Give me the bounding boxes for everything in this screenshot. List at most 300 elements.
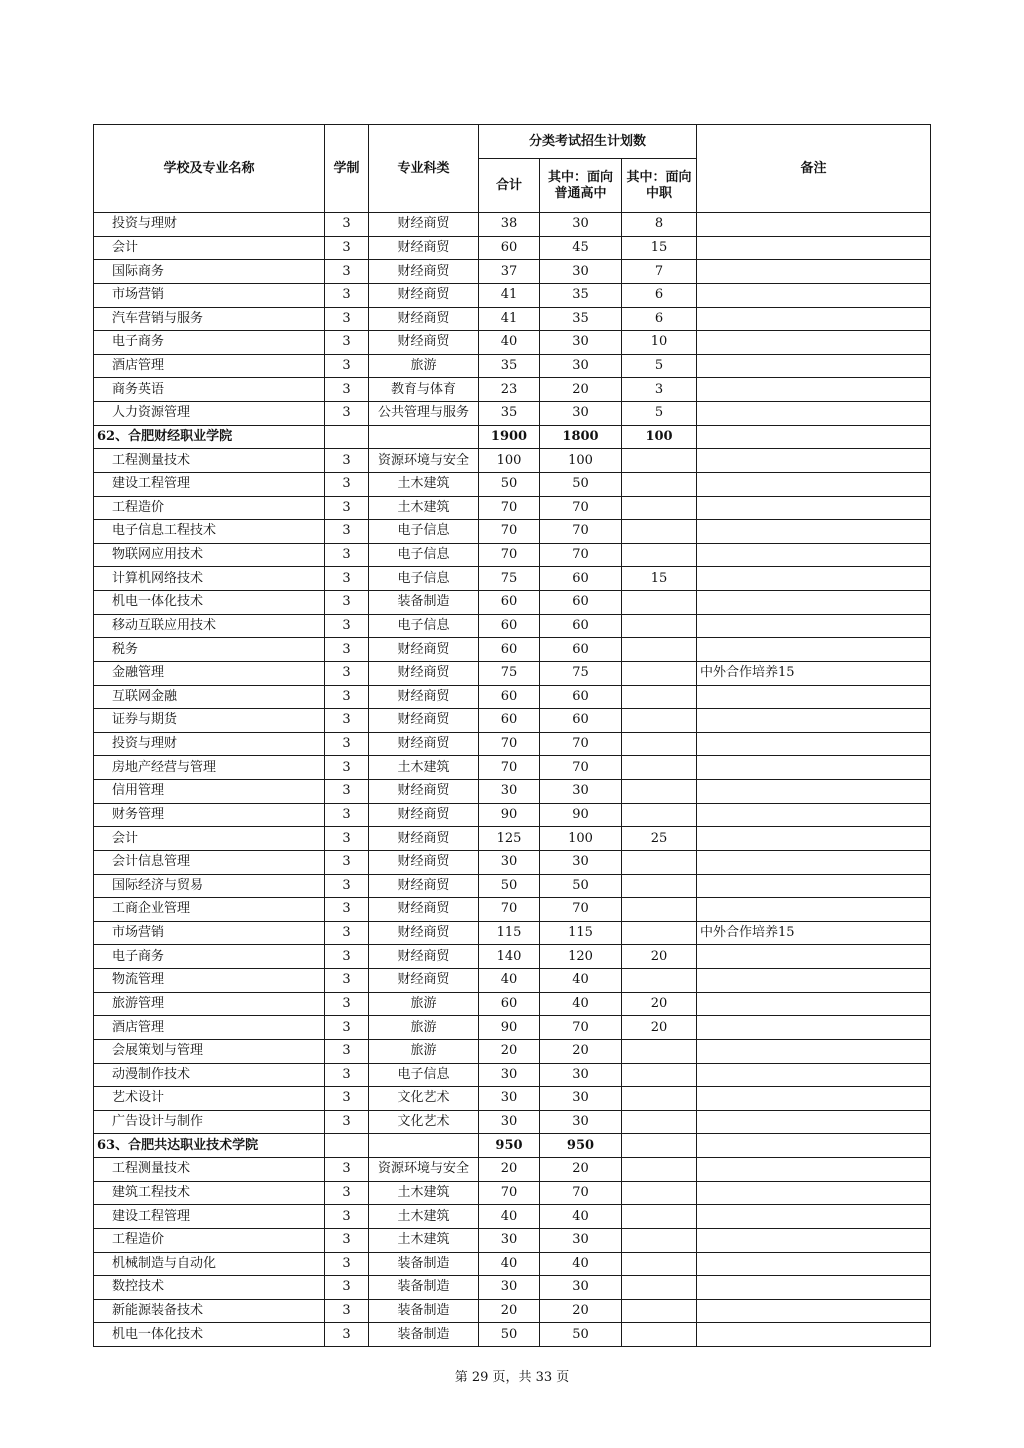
major-name-cell: 动漫制作技术 xyxy=(94,1063,325,1087)
major-name-cell: 广告设计与制作 xyxy=(94,1110,325,1134)
major-name-cell: 建筑工程技术 xyxy=(94,1181,325,1205)
table-row xyxy=(94,236,931,260)
vocational-cell xyxy=(622,1252,697,1276)
remark-cell xyxy=(697,213,931,237)
general-high-cell: 60 xyxy=(540,591,622,615)
table-row xyxy=(94,732,931,756)
major-name-cell: 会计 xyxy=(94,827,325,851)
duration-cell: 3 xyxy=(325,567,369,591)
general-high-cell: 75 xyxy=(540,661,622,685)
category-cell: 财经商贸 xyxy=(369,661,479,685)
category-cell: 电子信息 xyxy=(369,520,479,544)
remark-cell xyxy=(697,236,931,260)
duration-cell: 3 xyxy=(325,756,369,780)
total-cell: 38 xyxy=(479,213,540,237)
duration-cell: 3 xyxy=(325,1087,369,1111)
vocational-cell xyxy=(622,803,697,827)
duration-cell: 3 xyxy=(325,1252,369,1276)
category-cell: 财经商贸 xyxy=(369,283,479,307)
general-high-cell: 30 xyxy=(540,213,622,237)
total-cell: 30 xyxy=(479,1110,540,1134)
category-cell: 财经商贸 xyxy=(369,921,479,945)
duration-cell: 3 xyxy=(325,1039,369,1063)
total-cell: 35 xyxy=(479,354,540,378)
header-vocational: 其中：面向中职 xyxy=(622,159,697,213)
remark-cell xyxy=(697,449,931,473)
remark-cell xyxy=(697,1181,931,1205)
header-name: 学校及专业名称 xyxy=(94,125,325,213)
major-name-cell: 汽车营销与服务 xyxy=(94,307,325,331)
remark-cell xyxy=(697,1252,931,1276)
total-cell: 40 xyxy=(479,969,540,993)
header-total: 合计 xyxy=(479,159,540,213)
duration-cell: 3 xyxy=(325,661,369,685)
vocational-cell xyxy=(622,1039,697,1063)
general-high-cell: 30 xyxy=(540,1087,622,1111)
total-cell: 90 xyxy=(479,1016,540,1040)
major-name-cell: 酒店管理 xyxy=(94,354,325,378)
total-cell: 70 xyxy=(479,543,540,567)
total-cell: 50 xyxy=(479,874,540,898)
major-name-cell: 人力资源管理 xyxy=(94,402,325,426)
vocational-cell xyxy=(622,1063,697,1087)
total-cell: 20 xyxy=(479,1299,540,1323)
vocational-cell xyxy=(622,1158,697,1182)
duration-cell: 3 xyxy=(325,354,369,378)
vocational-cell xyxy=(622,709,697,733)
school-row xyxy=(94,1134,931,1158)
major-name-cell: 国际商务 xyxy=(94,260,325,284)
table-row xyxy=(94,803,931,827)
major-name-cell: 信用管理 xyxy=(94,780,325,804)
category-cell: 旅游 xyxy=(369,354,479,378)
table-row xyxy=(94,1110,931,1134)
vocational-cell: 20 xyxy=(622,945,697,969)
category-cell: 财经商贸 xyxy=(369,213,479,237)
vocational-cell: 3 xyxy=(622,378,697,402)
category-cell: 装备制造 xyxy=(369,1276,479,1300)
general-high-cell: 30 xyxy=(540,354,622,378)
duration-cell: 3 xyxy=(325,1063,369,1087)
table-row xyxy=(94,496,931,520)
table-row xyxy=(94,520,931,544)
category-cell: 装备制造 xyxy=(369,591,479,615)
general-high-cell: 30 xyxy=(540,260,622,284)
general-high-cell: 60 xyxy=(540,567,622,591)
table-row xyxy=(94,661,931,685)
remark-cell xyxy=(697,1016,931,1040)
total-cell: 60 xyxy=(479,992,540,1016)
general-high-cell: 40 xyxy=(540,1205,622,1229)
major-name-cell: 物联网应用技术 xyxy=(94,543,325,567)
vocational-cell xyxy=(622,1323,697,1347)
general-high-cell: 60 xyxy=(540,614,622,638)
category-cell: 财经商贸 xyxy=(369,236,479,260)
vocational-cell: 7 xyxy=(622,260,697,284)
table-row xyxy=(94,283,931,307)
table-row xyxy=(94,1063,931,1087)
major-name-cell: 会计信息管理 xyxy=(94,850,325,874)
remark-cell xyxy=(697,709,931,733)
vocational-cell xyxy=(622,449,697,473)
general-high-cell: 70 xyxy=(540,520,622,544)
duration-cell: 3 xyxy=(325,1110,369,1134)
total-cell: 75 xyxy=(479,661,540,685)
duration-cell: 3 xyxy=(325,1228,369,1252)
school-row xyxy=(94,425,931,449)
vocational-cell xyxy=(622,1228,697,1252)
general-high-cell: 40 xyxy=(540,969,622,993)
enrollment-plan-table xyxy=(93,124,931,1347)
general-high-cell: 20 xyxy=(540,1039,622,1063)
total-cell: 90 xyxy=(479,803,540,827)
major-name-cell: 证券与期货 xyxy=(94,709,325,733)
general-high-cell: 30 xyxy=(540,850,622,874)
duration-cell: 3 xyxy=(325,260,369,284)
general-high-cell: 70 xyxy=(540,1181,622,1205)
general-high-cell: 115 xyxy=(540,921,622,945)
table-row xyxy=(94,472,931,496)
table-body xyxy=(94,213,931,1347)
duration-cell: 3 xyxy=(325,685,369,709)
remark-cell xyxy=(697,354,931,378)
total-cell: 1900 xyxy=(479,425,540,449)
vocational-cell xyxy=(622,496,697,520)
major-name-cell: 艺术设计 xyxy=(94,1087,325,1111)
duration-cell: 3 xyxy=(325,1299,369,1323)
total-cell: 40 xyxy=(479,1252,540,1276)
total-cell: 70 xyxy=(479,496,540,520)
category-cell: 财经商贸 xyxy=(369,685,479,709)
table-row xyxy=(94,543,931,567)
category-cell: 土木建筑 xyxy=(369,756,479,780)
general-high-cell: 50 xyxy=(540,874,622,898)
table-row xyxy=(94,213,931,237)
category-cell: 土木建筑 xyxy=(369,496,479,520)
total-cell: 70 xyxy=(479,898,540,922)
category-cell: 财经商贸 xyxy=(369,827,479,851)
major-name-cell: 数控技术 xyxy=(94,1276,325,1300)
vocational-cell xyxy=(622,1134,697,1158)
category-cell: 土木建筑 xyxy=(369,1205,479,1229)
table-row xyxy=(94,1252,931,1276)
total-cell: 140 xyxy=(479,945,540,969)
remark-cell xyxy=(697,425,931,449)
duration-cell: 3 xyxy=(325,898,369,922)
table-row xyxy=(94,850,931,874)
major-name-cell: 机电一体化技术 xyxy=(94,1323,325,1347)
general-high-cell: 30 xyxy=(540,1228,622,1252)
total-cell: 60 xyxy=(479,638,540,662)
vocational-cell xyxy=(622,543,697,567)
general-high-cell: 30 xyxy=(540,1063,622,1087)
total-cell: 40 xyxy=(479,1205,540,1229)
remark-cell xyxy=(697,331,931,355)
duration-cell: 3 xyxy=(325,1323,369,1347)
duration-cell: 3 xyxy=(325,472,369,496)
category-cell: 文化艺术 xyxy=(369,1087,479,1111)
duration-cell: 3 xyxy=(325,496,369,520)
major-name-cell: 新能源装备技术 xyxy=(94,1299,325,1323)
category-cell: 装备制造 xyxy=(369,1323,479,1347)
table-row xyxy=(94,921,931,945)
duration-cell: 3 xyxy=(325,732,369,756)
category-cell: 财经商贸 xyxy=(369,732,479,756)
page-number: 第 29 页，共 33 页 xyxy=(454,1370,570,1385)
category-cell: 装备制造 xyxy=(369,1299,479,1323)
remark-cell xyxy=(697,1158,931,1182)
table-row xyxy=(94,685,931,709)
vocational-cell xyxy=(622,921,697,945)
duration-cell: 3 xyxy=(325,520,369,544)
duration-cell: 3 xyxy=(325,1016,369,1040)
category-cell: 财经商贸 xyxy=(369,898,479,922)
general-high-cell: 30 xyxy=(540,780,622,804)
remark-cell xyxy=(697,874,931,898)
category-cell: 土木建筑 xyxy=(369,1228,479,1252)
category-cell: 电子信息 xyxy=(369,543,479,567)
general-high-cell: 100 xyxy=(540,827,622,851)
table-row xyxy=(94,1039,931,1063)
header-plan-group: 分类考试招生计划数 xyxy=(479,125,697,159)
duration-cell: 3 xyxy=(325,709,369,733)
general-high-cell: 30 xyxy=(540,1110,622,1134)
header-general-high: 其中：面向普通高中 xyxy=(540,159,622,213)
duration-cell: 3 xyxy=(325,402,369,426)
general-high-cell: 30 xyxy=(540,331,622,355)
total-cell: 70 xyxy=(479,732,540,756)
major-name-cell: 税务 xyxy=(94,638,325,662)
table-row xyxy=(94,260,931,284)
major-name-cell: 财务管理 xyxy=(94,803,325,827)
vocational-cell: 15 xyxy=(622,567,697,591)
major-name-cell: 酒店管理 xyxy=(94,1016,325,1040)
vocational-cell xyxy=(622,1110,697,1134)
remark-cell xyxy=(697,638,931,662)
general-high-cell: 70 xyxy=(540,1016,622,1040)
major-name-cell: 机电一体化技术 xyxy=(94,591,325,615)
category-cell: 财经商贸 xyxy=(369,307,479,331)
duration-cell: 3 xyxy=(325,1205,369,1229)
table-row xyxy=(94,709,931,733)
general-high-cell: 70 xyxy=(540,496,622,520)
remark-cell xyxy=(697,1087,931,1111)
general-high-cell: 60 xyxy=(540,685,622,709)
major-name-cell: 工程造价 xyxy=(94,496,325,520)
duration-cell: 3 xyxy=(325,803,369,827)
remark-cell xyxy=(697,992,931,1016)
vocational-cell xyxy=(622,1087,697,1111)
major-name-cell: 国际经济与贸易 xyxy=(94,874,325,898)
major-name-cell: 工商企业管理 xyxy=(94,898,325,922)
major-name-cell: 电子商务 xyxy=(94,945,325,969)
general-high-cell: 100 xyxy=(540,449,622,473)
vocational-cell xyxy=(622,1181,697,1205)
vocational-cell xyxy=(622,591,697,615)
category-cell: 旅游 xyxy=(369,1016,479,1040)
category-cell: 教育与体育 xyxy=(369,378,479,402)
vocational-cell: 6 xyxy=(622,283,697,307)
general-high-cell: 30 xyxy=(540,402,622,426)
table-row xyxy=(94,1228,931,1252)
table-row xyxy=(94,307,931,331)
duration-cell: 3 xyxy=(325,969,369,993)
general-high-cell: 70 xyxy=(540,543,622,567)
category-cell: 财经商贸 xyxy=(369,709,479,733)
remark-cell xyxy=(697,827,931,851)
major-name-cell: 电子信息工程技术 xyxy=(94,520,325,544)
vocational-cell xyxy=(622,1299,697,1323)
total-cell: 70 xyxy=(479,520,540,544)
remark-cell: 中外合作培养15 xyxy=(697,661,931,685)
category-cell: 财经商贸 xyxy=(369,638,479,662)
remark-cell xyxy=(697,1039,931,1063)
category-cell: 文化艺术 xyxy=(369,1110,479,1134)
vocational-cell: 5 xyxy=(622,354,697,378)
remark-cell: 中外合作培养15 xyxy=(697,921,931,945)
category-cell: 资源环境与安全 xyxy=(369,449,479,473)
major-name-cell: 62、合肥财经职业学院 xyxy=(94,425,325,449)
vocational-cell xyxy=(622,661,697,685)
table-row xyxy=(94,780,931,804)
duration-cell: 3 xyxy=(325,992,369,1016)
table-row xyxy=(94,331,931,355)
table-row xyxy=(94,1205,931,1229)
vocational-cell: 20 xyxy=(622,992,697,1016)
vocational-cell xyxy=(622,614,697,638)
duration-cell: 3 xyxy=(325,1158,369,1182)
remark-cell xyxy=(697,803,931,827)
vocational-cell: 25 xyxy=(622,827,697,851)
vocational-cell xyxy=(622,520,697,544)
duration-cell: 3 xyxy=(325,874,369,898)
major-name-cell: 旅游管理 xyxy=(94,992,325,1016)
header-category: 专业科类 xyxy=(369,125,479,213)
remark-cell xyxy=(697,969,931,993)
general-high-cell: 950 xyxy=(540,1134,622,1158)
remark-cell xyxy=(697,472,931,496)
major-name-cell: 金融管理 xyxy=(94,661,325,685)
remark-cell xyxy=(697,1063,931,1087)
category-cell: 财经商贸 xyxy=(369,969,479,993)
remark-cell xyxy=(697,614,931,638)
remark-cell xyxy=(697,898,931,922)
header-remark: 备注 xyxy=(697,125,931,213)
major-name-cell: 机械制造与自动化 xyxy=(94,1252,325,1276)
total-cell: 30 xyxy=(479,1228,540,1252)
general-high-cell: 70 xyxy=(540,898,622,922)
table-row xyxy=(94,354,931,378)
vocational-cell: 20 xyxy=(622,1016,697,1040)
total-cell: 30 xyxy=(479,850,540,874)
remark-cell xyxy=(697,732,931,756)
major-name-cell: 市场营销 xyxy=(94,921,325,945)
major-name-cell: 房地产经营与管理 xyxy=(94,756,325,780)
duration-cell: 3 xyxy=(325,850,369,874)
major-name-cell: 移动互联应用技术 xyxy=(94,614,325,638)
total-cell: 20 xyxy=(479,1039,540,1063)
table-row xyxy=(94,945,931,969)
general-high-cell: 20 xyxy=(540,1158,622,1182)
vocational-cell: 5 xyxy=(622,402,697,426)
duration-cell: 3 xyxy=(325,591,369,615)
general-high-cell: 70 xyxy=(540,756,622,780)
remark-cell xyxy=(697,685,931,709)
major-name-cell: 工程造价 xyxy=(94,1228,325,1252)
table-row xyxy=(94,567,931,591)
table-row xyxy=(94,898,931,922)
remark-cell xyxy=(697,260,931,284)
table-row xyxy=(94,1016,931,1040)
total-cell: 60 xyxy=(479,685,540,709)
total-cell: 50 xyxy=(479,472,540,496)
vocational-cell: 10 xyxy=(622,331,697,355)
general-high-cell: 1800 xyxy=(540,425,622,449)
general-high-cell: 35 xyxy=(540,283,622,307)
category-cell: 旅游 xyxy=(369,1039,479,1063)
remark-cell xyxy=(697,1276,931,1300)
total-cell: 950 xyxy=(479,1134,540,1158)
general-high-cell: 35 xyxy=(540,307,622,331)
duration-cell: 3 xyxy=(325,780,369,804)
vocational-cell xyxy=(622,1276,697,1300)
vocational-cell xyxy=(622,850,697,874)
general-high-cell: 70 xyxy=(540,732,622,756)
general-high-cell: 120 xyxy=(540,945,622,969)
total-cell: 23 xyxy=(479,378,540,402)
total-cell: 30 xyxy=(479,1063,540,1087)
total-cell: 60 xyxy=(479,614,540,638)
category-cell: 财经商贸 xyxy=(369,803,479,827)
major-name-cell: 会展策划与管理 xyxy=(94,1039,325,1063)
duration-cell: 3 xyxy=(325,614,369,638)
vocational-cell xyxy=(622,874,697,898)
general-high-cell: 45 xyxy=(540,236,622,260)
total-cell: 60 xyxy=(479,591,540,615)
vocational-cell: 8 xyxy=(622,213,697,237)
total-cell: 60 xyxy=(479,709,540,733)
table-row xyxy=(94,1158,931,1182)
category-cell: 电子信息 xyxy=(369,1063,479,1087)
duration-cell: 3 xyxy=(325,307,369,331)
category-cell: 财经商贸 xyxy=(369,331,479,355)
general-high-cell: 20 xyxy=(540,1299,622,1323)
duration-cell: 3 xyxy=(325,1181,369,1205)
total-cell: 70 xyxy=(479,756,540,780)
duration-cell: 3 xyxy=(325,1276,369,1300)
duration-cell: 3 xyxy=(325,213,369,237)
remark-cell xyxy=(697,1110,931,1134)
total-cell: 75 xyxy=(479,567,540,591)
total-cell: 35 xyxy=(479,402,540,426)
general-high-cell: 50 xyxy=(540,1323,622,1347)
remark-cell xyxy=(697,307,931,331)
category-cell: 土木建筑 xyxy=(369,472,479,496)
vocational-cell xyxy=(622,472,697,496)
total-cell: 60 xyxy=(479,236,540,260)
total-cell: 125 xyxy=(479,827,540,851)
table-row xyxy=(94,874,931,898)
remark-cell xyxy=(697,756,931,780)
general-high-cell: 60 xyxy=(540,638,622,662)
remark-cell xyxy=(697,1134,931,1158)
vocational-cell: 15 xyxy=(622,236,697,260)
total-cell: 100 xyxy=(479,449,540,473)
remark-cell xyxy=(697,520,931,544)
table-row xyxy=(94,969,931,993)
major-name-cell: 工程测量技术 xyxy=(94,449,325,473)
category-cell: 财经商贸 xyxy=(369,260,479,284)
